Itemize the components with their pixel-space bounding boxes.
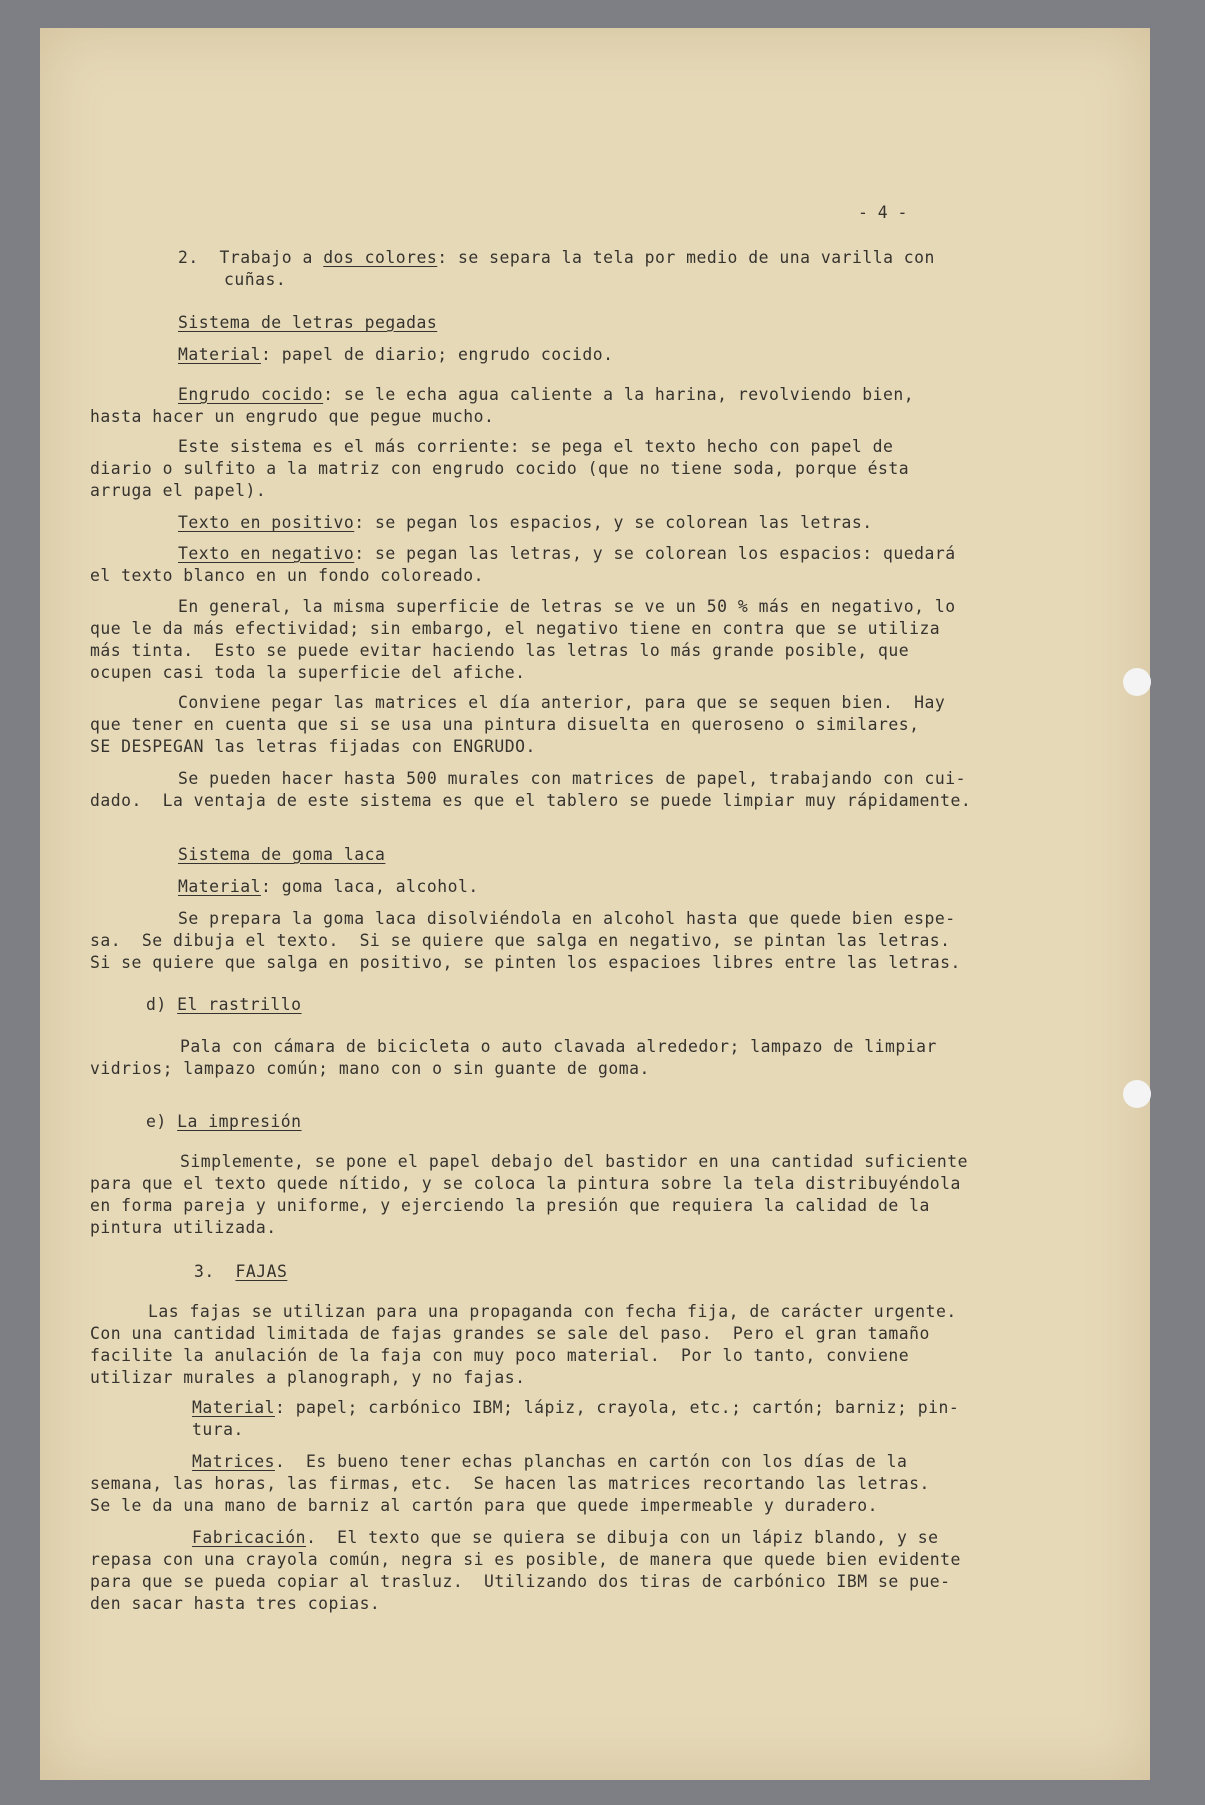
section-title-goma-laca: Sistema de goma laca bbox=[178, 845, 386, 864]
material-text: : papel; carbónico IBM; lápiz, crayola, etc.; cartón; barniz; pin- bbox=[274, 1398, 960, 1417]
paragraph-line: diario o sulfito a la matriz con engrudo cocido (que no tiene soda, porque ésta bbox=[90, 459, 910, 478]
section-title-fajas: FAJAS bbox=[235, 1262, 288, 1281]
paragraph-line: sa. Se dibuja el texto. Si se quiere que salga en negativo, se pintan las letras. bbox=[90, 931, 951, 950]
material-label: Material bbox=[178, 345, 261, 364]
matrices-text: . Es bueno tener echas planchas en cartón con los días de la bbox=[274, 1452, 908, 1471]
section-e-heading bbox=[146, 1111, 302, 1133]
texto-negativo-line-1 bbox=[178, 543, 956, 565]
texto-positivo-text: : se pegan los espacios, y se colorean las letras. bbox=[354, 513, 873, 532]
dos-colores-underlined: dos colores bbox=[323, 248, 438, 267]
paragraph-line: En general, la misma superficie de letras se ve un 50 % más en negativo, lo bbox=[178, 597, 956, 616]
matrices-line-1 bbox=[192, 1451, 907, 1473]
paragraph-line: Se pueden hacer hasta 500 murales con matrices de papel, trabajando con cui- bbox=[178, 769, 966, 788]
paragraph-line: Las fajas se utilizan para una propaganda con fecha fija, de carácter urgente. bbox=[148, 1302, 957, 1321]
item-number: 3. bbox=[194, 1262, 215, 1281]
item-2-text: : se separa la tela por medio de una varilla con bbox=[437, 248, 935, 267]
paragraph-line: ocupen casi toda la superficie del afiche. bbox=[90, 663, 526, 682]
engrudo-text: : se le echa agua caliente a la harina, revolviendo bien, bbox=[323, 385, 915, 404]
texto-positivo-label: Texto en positivo bbox=[178, 513, 355, 532]
section-letter: d) bbox=[146, 995, 167, 1014]
document-page bbox=[40, 28, 1150, 1780]
material-text: : papel de diario; engrudo cocido. bbox=[260, 345, 614, 364]
section-letter: e) bbox=[146, 1112, 167, 1131]
paragraph-line: que le da más efectividad; sin embargo, el negativo tiene en contra que se utiliza bbox=[90, 619, 941, 638]
paragraph-line: Se prepara la goma laca disolviéndola en alcohol hasta que quede bien espe- bbox=[178, 909, 956, 928]
paragraph-line: para que el texto quede nítido, y se coloca la pintura sobre la tela distribuyéndola bbox=[90, 1174, 961, 1193]
paragraph-line: semana, las horas, las firmas, etc. Se hacen las matrices recortando las letras. bbox=[90, 1474, 930, 1493]
paragraph-line: Pala con cámara de bicicleta o auto clavada alrededor; lampazo de limpiar bbox=[180, 1037, 937, 1056]
paragraph-line: Simplemente, se pone el papel debajo del bastidor en una cantidad suficiente bbox=[180, 1152, 968, 1171]
fabricacion-label: Fabricación bbox=[192, 1528, 307, 1547]
paragraph-line: pintura utilizada. bbox=[90, 1218, 277, 1237]
section-title-letras-pegadas: Sistema de letras pegadas bbox=[178, 313, 438, 332]
paragraph-line: Con una cantidad limitada de fajas grandes se sale del paso. Pero el gran tamaño bbox=[90, 1324, 930, 1343]
punch-hole bbox=[1123, 1080, 1151, 1108]
paragraph-line: vidrios; lampazo común; mano con o sin guante de goma. bbox=[90, 1059, 650, 1078]
section-3-heading bbox=[194, 1261, 287, 1283]
paragraph-line: más tinta. Esto se puede evitar haciendo las letras lo más grande posible, que bbox=[90, 641, 910, 660]
engrudo-label: Engrudo cocido bbox=[178, 385, 324, 404]
paragraph-line: para que se pueda copiar al trasluz. Utilizando dos tiras de carbónico IBM se pue- bbox=[90, 1572, 951, 1591]
section-title-impresion: La impresión bbox=[177, 1112, 302, 1131]
material-line-1 bbox=[192, 1397, 959, 1419]
texto-positivo-line bbox=[178, 512, 873, 534]
material-line-2: tura. bbox=[192, 1420, 244, 1439]
paragraph-line: dado. La ventaja de este sistema es que el tablero se puede limpiar muy rápidamente. bbox=[90, 791, 972, 810]
paragraph-line: SE DESPEGAN las letras fijadas con ENGRUDO. bbox=[90, 737, 536, 756]
matrices-label: Matrices bbox=[192, 1452, 275, 1471]
punch-hole bbox=[1123, 668, 1151, 696]
item-2-line-2: cuñas. bbox=[224, 270, 287, 289]
paragraph-line: arruga el papel). bbox=[90, 481, 267, 500]
paragraph-line: en forma pareja y uniforme, y ejerciendo la presión que requiera la calidad de la bbox=[90, 1196, 930, 1215]
section-title-rastrillo: El rastrillo bbox=[177, 995, 302, 1014]
section-d-heading bbox=[146, 994, 302, 1016]
material-label: Material bbox=[192, 1398, 275, 1417]
item-2-heading: Trabajo a dos colores bbox=[219, 248, 438, 267]
paragraph-line: Se le da una mano de barniz al cartón para que quede impermeable y duradero. bbox=[90, 1496, 878, 1515]
material-line bbox=[178, 344, 613, 366]
texto-negativo-text: : se pegan las letras, y se colorean los espacios: quedará bbox=[354, 544, 956, 563]
paragraph-line: repasa con una crayola común, negra si es posible, de manera que quede bien evidente bbox=[90, 1550, 961, 1569]
paragraph-line: Este sistema es el más corriente: se pega el texto hecho con papel de bbox=[178, 437, 894, 456]
paragraph-line: den sacar hasta tres copias. bbox=[90, 1594, 381, 1613]
engrudo-line-2: hasta hacer un engrudo que pegue mucho. bbox=[90, 407, 495, 426]
page-number: - 4 - bbox=[858, 203, 908, 222]
texto-negativo-label: Texto en negativo bbox=[178, 544, 355, 563]
fabricacion-text: . El texto que se quiera se dibuja con un lápiz blando, y se bbox=[306, 1528, 939, 1547]
material-label: Material bbox=[178, 877, 261, 896]
texto-negativo-line-2: el texto blanco en un fondo coloreado. bbox=[90, 566, 484, 585]
item-2-line-1 bbox=[178, 247, 935, 269]
paragraph-line: Conviene pegar las matrices el día anterior, para que se sequen bien. Hay bbox=[178, 693, 946, 712]
paragraph-line: Si se quiere que salga en positivo, se pinten los espacioes libres entre las letras. bbox=[90, 953, 961, 972]
material-line bbox=[178, 876, 479, 898]
item-number: 2. bbox=[178, 248, 199, 267]
paragraph-line: utilizar murales a planograph, y no fajas. bbox=[90, 1368, 526, 1387]
paragraph-line: que tener en cuenta que si se usa una pintura disuelta en queroseno o similares, bbox=[90, 715, 920, 734]
engrudo-line-1 bbox=[178, 384, 914, 406]
fabricacion-line-1 bbox=[192, 1527, 939, 1549]
paragraph-line: facilite la anulación de la faja con muy poco material. Por lo tanto, conviene bbox=[90, 1346, 910, 1365]
material-text: : goma laca, alcohol. bbox=[260, 877, 479, 896]
